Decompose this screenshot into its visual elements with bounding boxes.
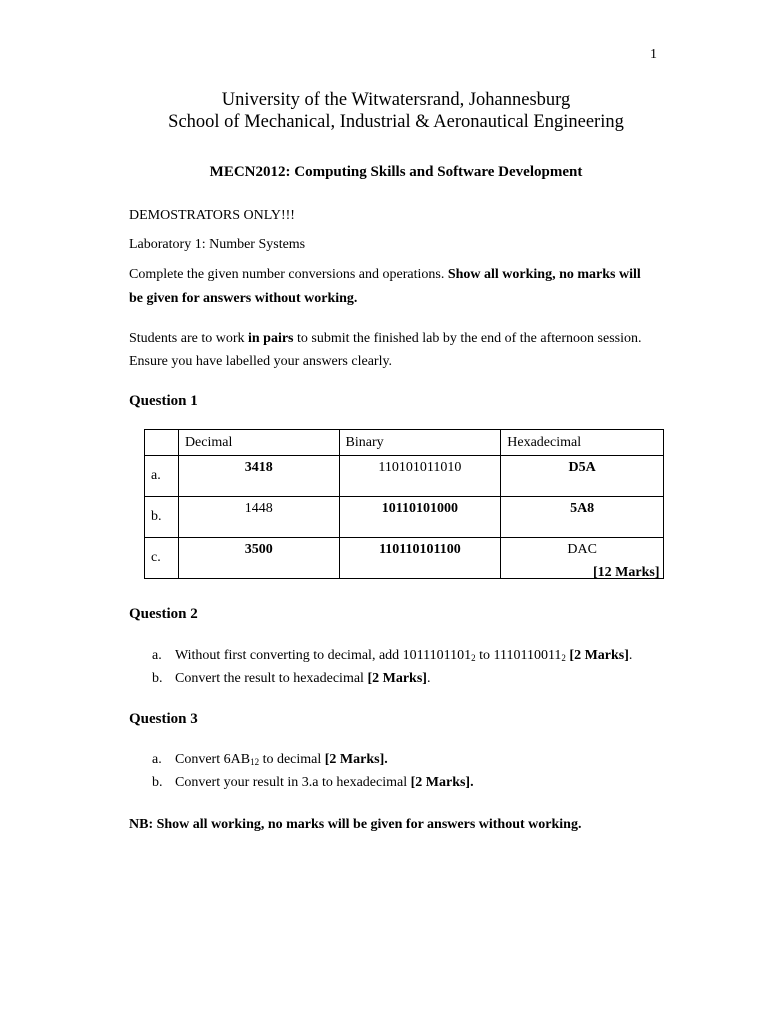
- question-2b-label: b.: [152, 671, 163, 686]
- row-label: c.: [145, 538, 179, 579]
- cell-binary: 110110101100: [339, 538, 501, 579]
- q2a-text-1: Without first converting to decimal, add 1011101101: [175, 648, 472, 663]
- school-name: School of Mechanical, Industrial & Aeronautical Engineering: [168, 112, 624, 132]
- pairs-bold: in pairs: [247, 331, 294, 346]
- question-3b-text: [175, 775, 474, 791]
- lab-title: Laboratory 1: Number Systems: [129, 237, 306, 252]
- q2b-marks: [2 Marks]: [367, 671, 427, 686]
- q3a-sub: 12: [250, 757, 260, 767]
- q2a-sub-2: 2: [561, 653, 566, 663]
- table-header-row: [145, 430, 664, 456]
- cell-binary: 110101011010: [339, 456, 501, 497]
- row-label: b.: [145, 497, 179, 538]
- header-cell-blank: [145, 430, 179, 456]
- q2a-marks: [2 Marks]: [565, 648, 629, 663]
- table-row: [145, 456, 664, 497]
- q2b-text: Convert the result to hexadecimal: [175, 671, 368, 686]
- label-note: Ensure you have labelled your answers clearly.: [129, 354, 393, 369]
- pairs-post: to submit the finished lab by the end of the afternoon session.: [293, 331, 642, 346]
- instructions-plain: Complete the given number conversions and operations.: [129, 267, 448, 282]
- cell-decimal: 3418: [178, 456, 339, 497]
- question-3b-label: b.: [152, 775, 163, 790]
- question-3-heading: Question 3: [129, 711, 198, 727]
- header-cell-decimal: Decimal: [178, 430, 339, 456]
- pairs-note: [129, 330, 642, 348]
- conversion-table: [144, 429, 664, 579]
- q2b-end: .: [426, 671, 431, 686]
- question-1-heading: Question 1: [129, 393, 198, 409]
- q3a-marks: [2 Marks].: [324, 752, 388, 767]
- page-number: 1: [650, 47, 657, 62]
- cell-hex: D5A: [501, 456, 664, 497]
- header-cell-hex: Hexadecimal: [501, 430, 664, 456]
- instructions-line-2: be given for answers without working.: [129, 291, 358, 306]
- cell-binary: 10110101000: [339, 497, 501, 538]
- question-2-heading: Question 2: [129, 606, 198, 622]
- question-2a-text: [175, 648, 632, 664]
- q2a-end: .: [628, 648, 633, 663]
- q3a-text-2: to decimal: [259, 752, 325, 767]
- question-3a-label: a.: [152, 752, 162, 767]
- q3a-text-1: Convert 6AB: [175, 752, 251, 767]
- cell-hex: 5A8: [501, 497, 664, 538]
- pairs-pre: Students are to work: [129, 331, 248, 346]
- instructions-bold-1: Show all working, no marks will: [447, 267, 641, 282]
- header-cell-binary: Binary: [339, 430, 501, 456]
- q3b-marks: [2 Marks].: [410, 775, 474, 790]
- course-title: MECN2012: Computing Skills and Software Development: [209, 164, 583, 180]
- table-row: [145, 538, 664, 579]
- cell-decimal: 3500: [178, 538, 339, 579]
- q2a-text-2: to 1110110011: [475, 648, 562, 663]
- question-2a-label: a.: [152, 648, 162, 663]
- question-3a-text: [175, 752, 388, 768]
- question-2b-text: [175, 671, 430, 687]
- row-label: a.: [145, 456, 179, 497]
- q3b-text: Convert your result in 3.a to hexadecimal: [175, 775, 411, 790]
- question-1-marks: [12 Marks]: [593, 565, 660, 580]
- nb-note: NB: Show all working, no marks will be given for answers without working.: [129, 817, 582, 832]
- university-name: University of the Witwatersrand, Johannesburg: [221, 90, 571, 110]
- cell-decimal: 1448: [178, 497, 339, 538]
- table-row: [145, 497, 664, 538]
- demonstrators-note: DEMOSTRATORS ONLY!!!: [129, 208, 295, 223]
- cell-hex: DAC: [501, 538, 664, 579]
- instructions-line-1: [129, 266, 641, 284]
- q2a-sub-1: 2: [471, 653, 476, 663]
